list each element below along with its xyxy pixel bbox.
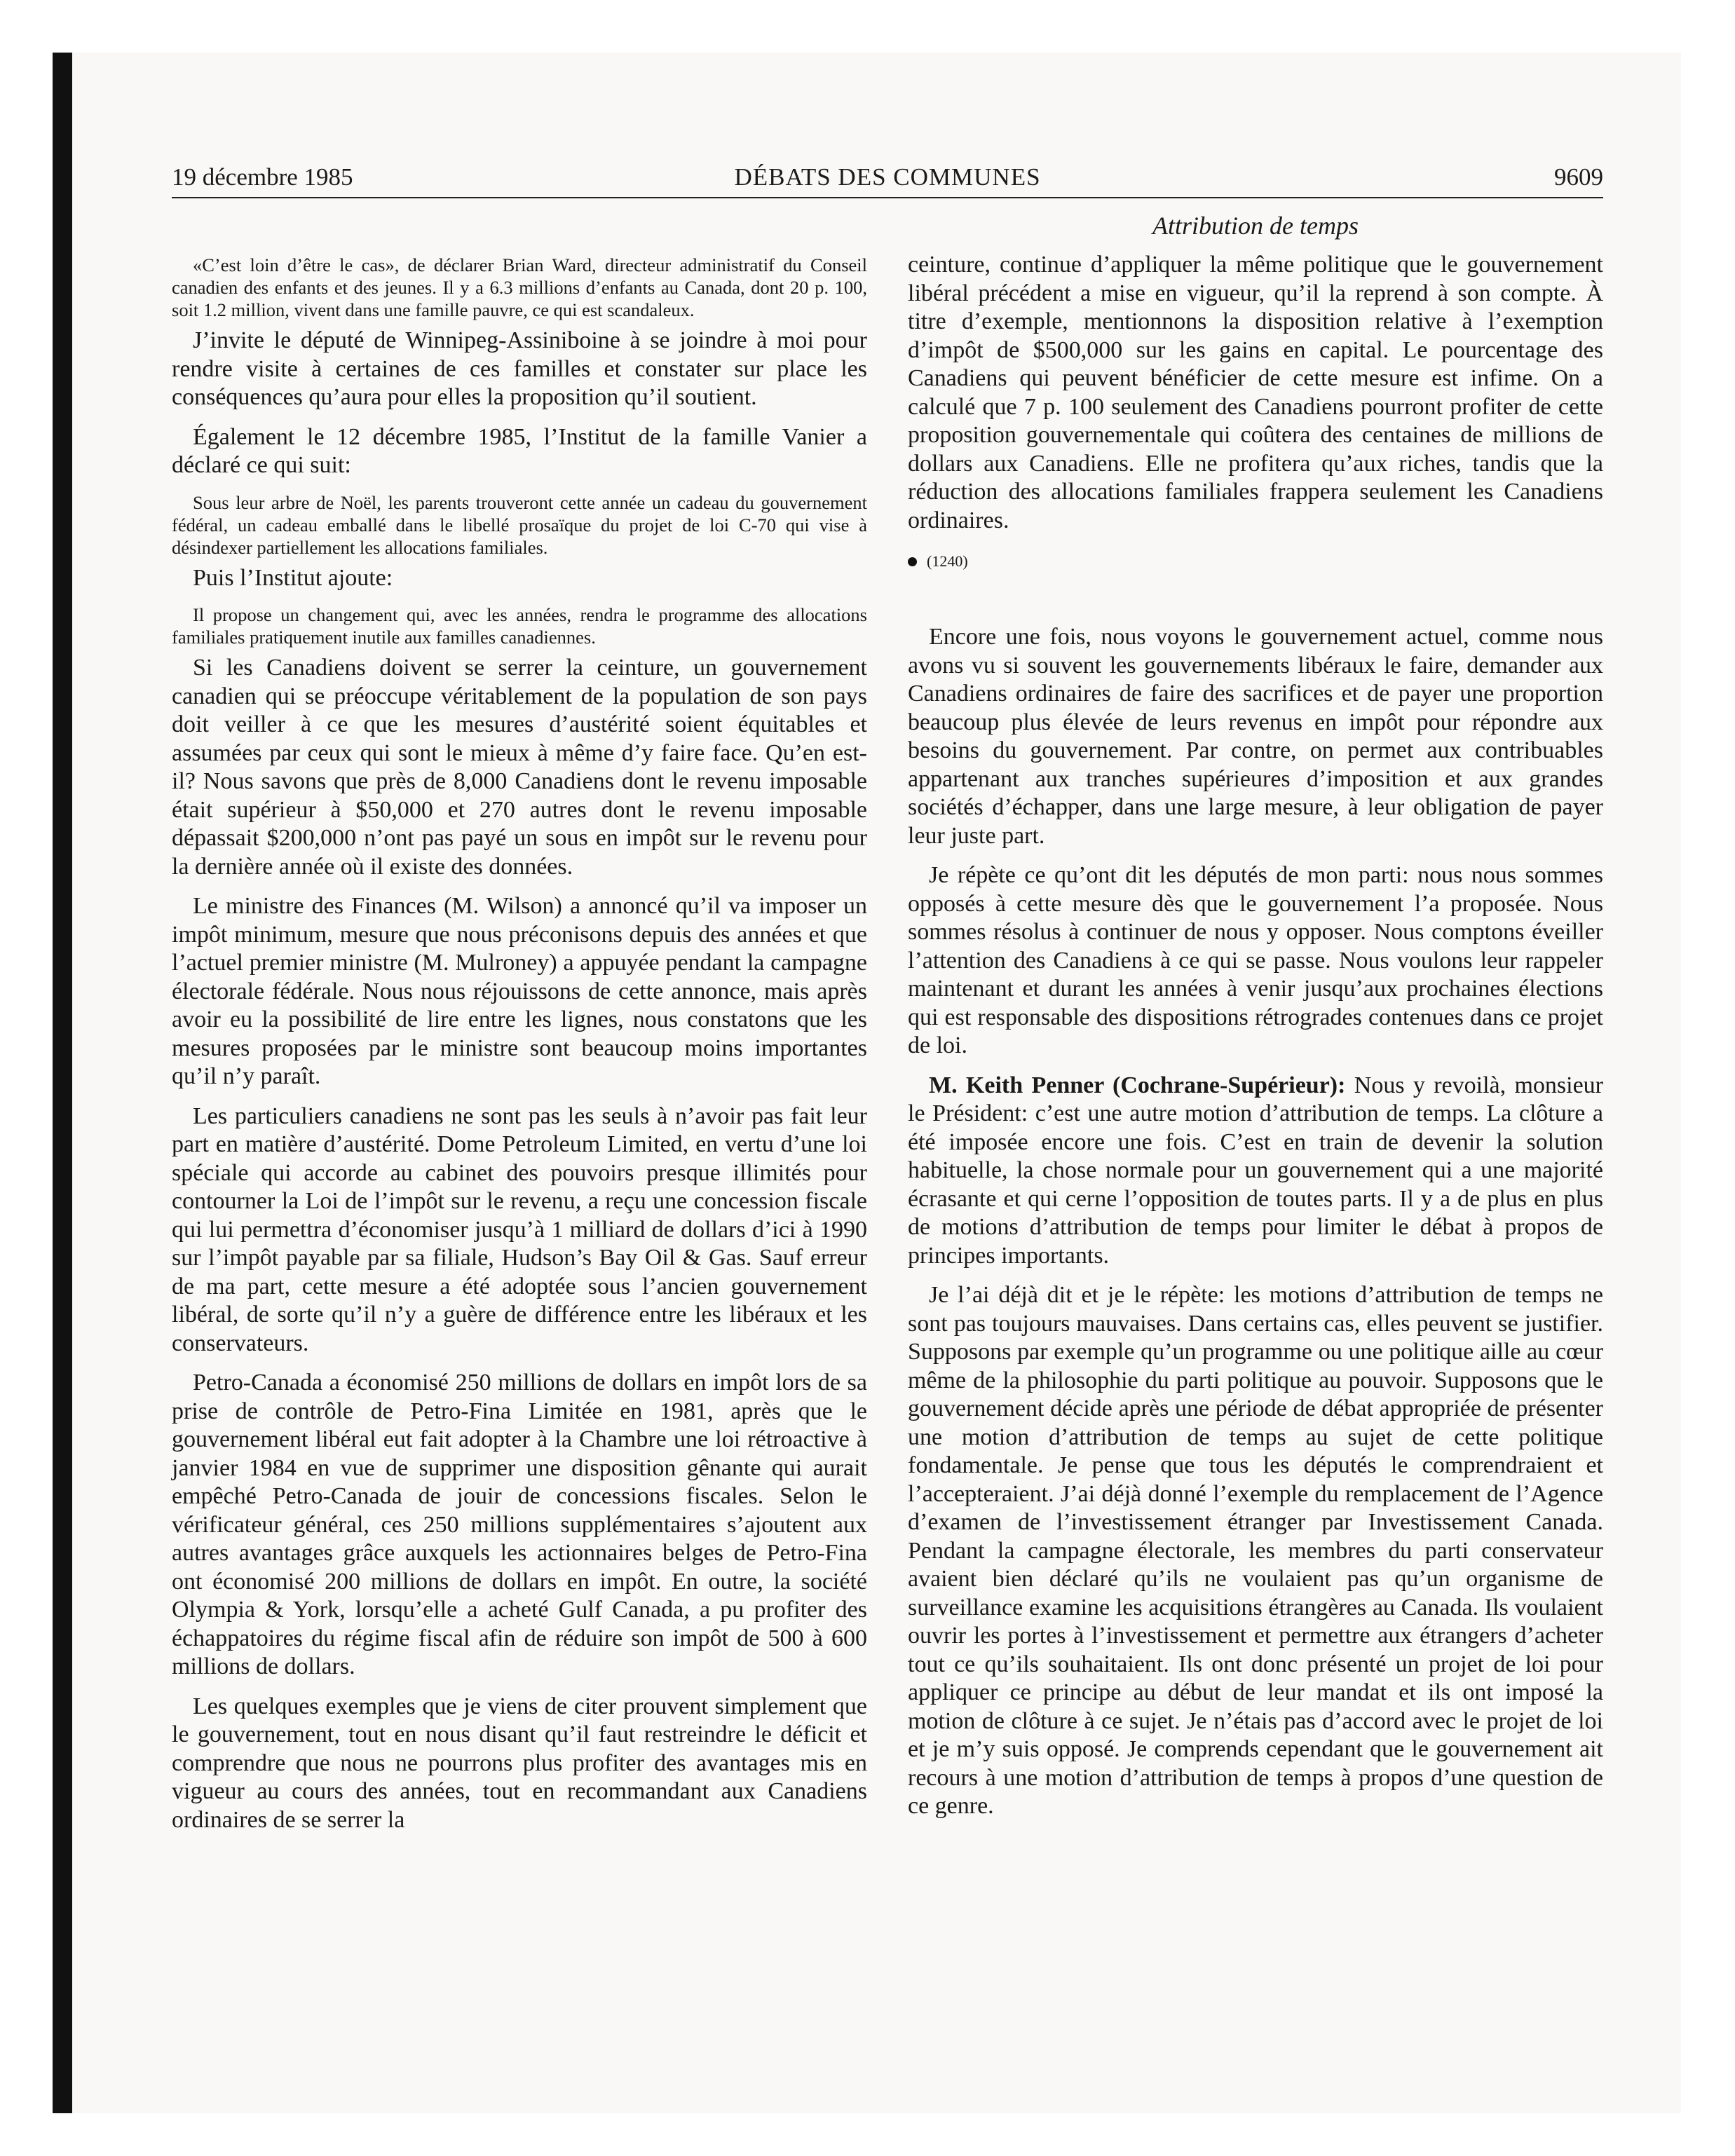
block-quote: Il propose un changement qui, avec les années, rendra le programme des allocations familiales pratiquement inutile aux familles canadiennes. [172,604,867,648]
header-publication-title: DÉBATS DES COMMUNES [734,163,1041,191]
paragraph: Si les Canadiens doivent se serrer la ceinture, un gouvernement canadien qui se préoccupe véritablement de la population de son pays doit veiller à ce que les mesures d’austérité soient équitables et assumées par ceux qui sont le mieux à même d’y faire face. Qu’en est-il? Nous savons que près de 8,000 Canadiens dont le revenu imposable était supérieur à $50,000 et 270 autres dont le revenu imposable dépassait $200,000 n’ont pas payé un sous en impôt sur le revenu pour la dernière année où il existe des données. [172,655,867,880]
left-column [172,210,867,1845]
paragraph: Également le 12 décembre 1985, l’Institut de la famille Vanier a déclaré ce qui suit: [172,423,867,478]
paragraph: J’invite le député de Winnipeg-Assiniboine à se joindre à moi pour rendre visite à certaines de ces familles et constater sur place les conséquences qu’aura pour elles la proposition qu’il soutient. [172,327,867,410]
header-date: 19 décembre 1985 [172,163,353,191]
speaker-name: M. Keith Penner (Cochrane-Supérieur): [929,1072,1346,1098]
block-quote: Sous leur arbre de Noël, les parents trouveront cette année un cadeau du gouvernement fédéral, un cadeau emballé dans le libellé prosaïque du projet de loi C-70 qui vise à désindexer partiellement les allocations familiales. [172,491,867,558]
paragraph: Je l’ai déjà dit et je le répète: les motions d’attribution de temps ne sont pas toujours mauvaises. Dans certains cas, elles peuvent se justifier. Supposons par exemple qu’un programme ou une politique aille au cœur même de la philosophie du parti politique au pouvoir. Supposons que le gouvernement décide après une période de débat appropriée de présenter une motion d’attribution de temps au sujet de cette politique fondamentale. Je pense que tous les députés le comprendraient et l’accepteraient. J’ai déjà donné l’exemple du remplacement de l’Agence d’examen de l’investissement étranger par Investissement Canada. Pendant la campagne électorale, les membres du parti conservateur avaient bien déclaré qu’ils ne voulaient pas qu’un organisme de surveillance examine les acquisitions étrangères au Canada. Ils voulaient ouvrir les portes à l’investissement et permettre aux étrangers d’acheter tout ce qu’ils souhaitaient. Ils ont donc présenté un projet de loi pour appliquer ce principe au début de leur mandat et ils ont imposé la motion de clôture à ce sujet. Je n’étais pas d’accord avec le projet de loi et je m’y suis opposé. Je comprends cependant que le gouvernement ait recours à une motion d’attribution de temps à propos d’une question de ce genre. [908,1282,1603,1819]
scan-edge-bar [53,53,72,2113]
paragraph: Petro-Canada a économisé 250 millions de dollars en impôt lors de sa prise de contrôle de Petro-Fina Limitée en 1981, après que le gouvernement libéral eut fait adopter à la Chambre une loi rétroactive à janvier 1984 en vue de supprimer une disposition gênante qui aurait empêché Petro-Canada de jouir de concessions fiscales. Selon le vérificateur général, ces 250 millions supplémentaires s’ajoutent aux autres avantages grâce auxquels les actionnaires belges de Petro-Fina ont économisé 200 millions de dollars en impôt. En outre, la société Olympia & York, lorsqu’elle a acheté Gulf Canada, a pu profiter des échappatoires du régime fiscal afin de réduire son impôt de 500 à 600 millions de dollars. [172,1370,867,1679]
paragraph: Puis l’Institut ajoute: [193,564,393,591]
paragraph: Les particuliers canadiens ne sont pas les seuls à n’avoir pas fait leur part en matière d’austérité. Dome Petroleum Limited, en vertu d’une loi spéciale qui accorde au cabinet des pouvoirs presque illimités pour contourner la Loi de l’impôt sur le revenu, a reçu une concession fiscale qui lui permettra d’économiser jusqu’à 1 milliard de dollars d’ici à 1990 sur l’impôt payable par sa filiale, Hudson’s Bay Oil & Gas. Sauf erreur de ma part, cette mesure a été adoptée sous l’ancien gouvernement libéral, de sorte qu’il n’y a guère de différence entre les libéraux et les conservateurs. [172,1103,867,1356]
paragraph: Je répète ce qu’ont dit les députés de mon parti: nous nous sommes opposés à cette mesure dès que le gouvernement l’a proposée. Nous sommes résolus à continuer de nous y opposer. Nous comptons éveiller l’attention des Canadiens à ce qui se passe. Nous voulons leur rappeler maintenant et durant les années à venir jusqu’aux prochaines élections qui est responsable des dispositions rétrogrades contenues dans ce projet de loi. [908,862,1603,1058]
section-title: Attribution de temps [1152,212,1359,240]
time-marker-text: (1240) [927,552,968,570]
running-header [172,160,1603,195]
right-column [908,210,1603,1832]
paragraph: Les quelques exemples que je viens de citer prouvent simplement que le gouvernement, tout en nous disant qu’il faut restreindre le déficit et comprendre que nous ne pourrons plus profiter des avantages mis en vigueur au cours des années, tout en recommandant aux Canadiens ordinaires de se serrer la [172,1693,867,1833]
time-marker [908,550,1603,573]
block-quote: «C’est loin d’être le cas», de déclarer Brian Ward, directeur administratif du Conseil canadien des enfants et des jeunes. Il y a 6.3 millions d’enfants au Canada, dont 20 p. 100, soit 1.2 million, vivent dans une famille pauvre, ce qui est scandaleux. [172,254,867,320]
header-rule [172,197,1603,198]
speaker-paragraph [908,1072,1603,1271]
paragraph: ceinture, continue d’appliquer la même politique que le gouvernement libéral précédent a mise en vigueur, qu’il la reprend à son compte. À titre d’exemple, mentionnons la disposition relative à l’exemption d’impôt de $500,000 sur les gains en capital. Le pourcentage des Canadiens qui peuvent bénéficier de cette mesure est infime. On a calculé que 7 p. 100 seulement des Canadiens pourront profiter de cette proposition gouvernementale qui coûtera des centaines de millions de dollars aux Canadiens. Elle ne profitera qu’aux riches, tandis que la réduction des allocations familiales frappera seulement les Canadiens ordinaires. [908,252,1603,533]
page-number: 9609 [1554,163,1603,191]
paragraph: Encore une fois, nous voyons le gouvernement actuel, comme nous avons vu si souvent les gouvernements libéraux le faire, demander aux Canadiens ordinaires de faire des sacrifices et de payer une proportion beaucoup plus élevée de leurs revenus en impôt pour répondre aux besoins du gouvernement. Par contre, on permet aux contribuables appartenant aux tranches supérieures d’imposition et aux grandes sociétés d’échapper, dans une large mesure, à leur obligation de payer leur juste part. [908,624,1603,849]
speech-text: Nous y revoilà, monsieur le Président: c’est une autre motion d’attribution de temps. La clôture a été imposée encore une fois. C’est en train de devenir la solution habituelle, la chose normale pour un gouvernement qui a une majorité écrasante et qui cerne l’opposition de toutes parts. Il y a de plus en plus de motions d’attribution de temps pour limiter le débat à propos de principes importants. [908,1072,1604,1269]
paragraph: Le ministre des Finances (M. Wilson) a annoncé qu’il va imposer un impôt minimum, mesure que nous préconisons depuis des années et que l’actuel premier ministre (M. Mulroney) a appuyée pendant la campagne électorale fédérale. Nous nous réjouissons de cette annonce, mais après avoir eu la possibilité de lire entre les lignes, nous constatons que les mesures proposées par le ministre sont beaucoup moins importantes qu’il n’y paraît. [172,893,867,1089]
bullet-dot-icon [908,557,917,566]
